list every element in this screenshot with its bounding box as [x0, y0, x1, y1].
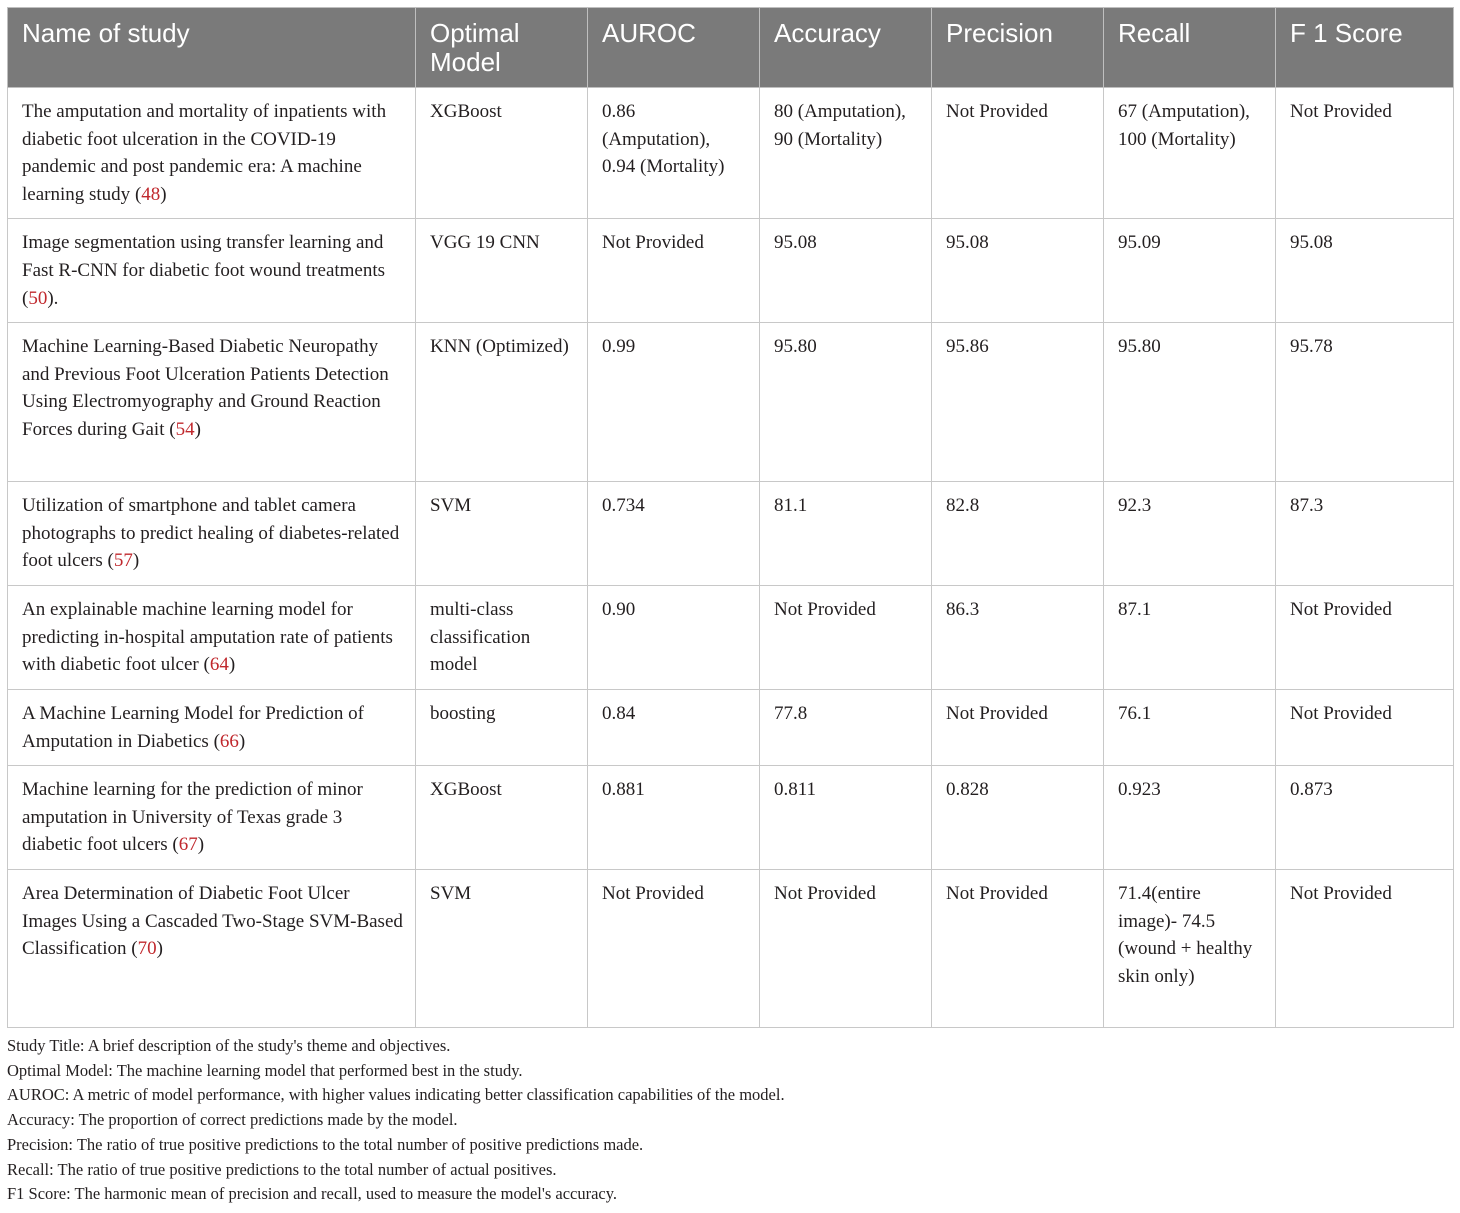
accuracy-cell: 80 (Amputation), 90 (Mortality) — [760, 88, 932, 219]
table-row — [8, 870, 1454, 1028]
precision-cell: 86.3 — [932, 586, 1104, 690]
f1-score-cell: Not Provided — [1276, 88, 1454, 219]
accuracy-cell: 95.08 — [760, 219, 932, 323]
optimal-model-cell: XGBoost — [416, 88, 588, 219]
f1-score-cell: 87.3 — [1276, 482, 1454, 586]
column-header-precision: Precision — [932, 8, 1104, 88]
study-name-cell: Utilization of smartphone and tablet camera photographs to predict healing of diabetes-related foot ulcers (57) — [8, 482, 416, 586]
footnote-f1-score: F1 Score: The harmonic mean of precision and recall, used to measure the model's accuracy. — [7, 1184, 618, 1204]
table-row — [8, 482, 1454, 586]
precision-cell: 0.828 — [932, 766, 1104, 870]
f1-score-cell: 0.873 — [1276, 766, 1454, 870]
optimal-model-cell: SVM — [416, 870, 588, 1028]
study-name-cell: Machine Learning-Based Diabetic Neuropathy and Previous Foot Ulceration Patients Detection Using Electromyography and Ground Reaction Forces during Gait (54) — [8, 323, 416, 482]
reference-link[interactable]: 66 — [219, 730, 239, 752]
study-comparison-table — [7, 7, 1454, 1028]
accuracy-cell: 0.811 — [760, 766, 932, 870]
column-header-auroc: AUROC — [588, 8, 760, 88]
study-name-cell: The amputation and mortality of inpatients with diabetic foot ulceration in the COVID-19 pandemic and post pandemic era: A machine learning study (48) — [8, 88, 416, 219]
f1-score-cell: 95.08 — [1276, 219, 1454, 323]
recall-cell: 71.4(entire image)- 74.5 (wound + healthy skin only) — [1104, 870, 1276, 1028]
table-row — [8, 586, 1454, 690]
f1-score-cell: Not Provided — [1276, 870, 1454, 1028]
auroc-cell: 0.90 — [588, 586, 760, 690]
table-header — [8, 8, 1454, 88]
column-header-optimal-model: Optimal Model — [416, 8, 588, 88]
precision-cell: 95.86 — [932, 323, 1104, 482]
auroc-cell: 0.86 (Amputation), 0.94 (Mortality) — [588, 88, 760, 219]
optimal-model-cell: XGBoost — [416, 766, 588, 870]
reference-link[interactable]: 48 — [141, 183, 161, 205]
study-name-cell: Machine learning for the prediction of minor amputation in University of Texas grade 3 diabetic foot ulcers (67) — [8, 766, 416, 870]
table-row — [8, 219, 1454, 323]
column-header-recall: Recall — [1104, 8, 1276, 88]
study-title: Image segmentation using transfer learning and Fast R-CNN for diabetic foot wound treatments — [22, 232, 386, 281]
reference-link[interactable]: 50 — [28, 287, 48, 309]
table-row — [8, 88, 1454, 219]
study-title: Utilization of smartphone and tablet camera photographs to predict healing of diabetes-related foot ulcers — [22, 495, 400, 572]
optimal-model-cell: boosting — [416, 689, 588, 765]
column-header-study-name: Name of study — [8, 8, 416, 88]
footnote-accuracy: Accuracy: The proportion of correct predictions made by the model. — [7, 1110, 458, 1130]
footnote-recall: Recall: The ratio of true positive predictions to the total number of actual positives. — [7, 1159, 557, 1179]
study-title: An explainable machine learning model for predicting in-hospital amputation rate of patients with diabetic foot ulcer — [22, 599, 393, 676]
column-header-f1-score: F 1 Score — [1276, 8, 1454, 88]
optimal-model-cell: KNN (Optimized) — [416, 323, 588, 482]
footnote-optimal-model: Optimal Model: The machine learning model that performed best in the study. — [7, 1060, 523, 1080]
header-row — [8, 8, 1454, 88]
auroc-cell: 0.881 — [588, 766, 760, 870]
table-body — [8, 88, 1454, 1028]
recall-cell: 95.09 — [1104, 219, 1276, 323]
study-name-cell: Area Determination of Diabetic Foot Ulcer Images Using a Cascaded Two-Stage SVM-Based Classification (70) — [8, 870, 416, 1028]
table-footnotes — [7, 1034, 1453, 1207]
accuracy-cell: Not Provided — [760, 870, 932, 1028]
precision-cell: 82.8 — [932, 482, 1104, 586]
column-header-accuracy: Accuracy — [760, 8, 932, 88]
precision-cell: Not Provided — [932, 870, 1104, 1028]
reference-link[interactable]: 67 — [178, 834, 198, 856]
reference-link[interactable]: 54 — [175, 418, 195, 440]
f1-score-cell: Not Provided — [1276, 689, 1454, 765]
accuracy-cell: 81.1 — [760, 482, 932, 586]
recall-cell: 92.3 — [1104, 482, 1276, 586]
study-title: A Machine Learning Model for Prediction of Amputation in Diabetics — [22, 702, 364, 752]
recall-cell: 67 (Amputation), 100 (Mortality) — [1104, 88, 1276, 219]
precision-cell: Not Provided — [932, 689, 1104, 765]
recall-cell: 95.80 — [1104, 323, 1276, 482]
study-comparison-table-container — [7, 7, 1453, 1028]
recall-cell: 87.1 — [1104, 586, 1276, 690]
accuracy-cell: Not Provided — [760, 586, 932, 690]
study-name-cell: An explainable machine learning model for predicting in-hospital amputation rate of patients with diabetic foot ulcer (64) — [8, 586, 416, 690]
reference-link[interactable]: 70 — [137, 938, 157, 960]
table-row — [8, 323, 1454, 482]
table-row — [8, 766, 1454, 870]
study-name-cell: Image segmentation using transfer learning and Fast R-CNN for diabetic foot wound treatments (50). — [8, 219, 416, 323]
footnote-precision: Precision: The ratio of true positive predictions to the total number of positive predictions made. — [7, 1134, 644, 1154]
auroc-cell: 0.99 — [588, 323, 760, 482]
study-name-cell: A Machine Learning Model for Prediction of Amputation in Diabetics (66) — [8, 689, 416, 765]
optimal-model-cell: VGG 19 CNN — [416, 219, 588, 323]
precision-cell: 95.08 — [932, 219, 1104, 323]
study-title: The amputation and mortality of inpatients with diabetic foot ulceration in the COVID-19 pandemic and post pandemic era: A machine learning study — [22, 101, 387, 205]
reference-link[interactable]: 57 — [113, 550, 133, 572]
footnote-auroc: AUROC: A metric of model performance, with higher values indicating better classification capabilities of the model. — [7, 1085, 785, 1105]
optimal-model-cell: multi-class classification model — [416, 586, 588, 690]
auroc-cell: 0.734 — [588, 482, 760, 586]
study-title: Area Determination of Diabetic Foot Ulcer Images Using a Cascaded Two-Stage SVM-Based Classification — [22, 883, 403, 960]
optimal-model-cell: SVM — [416, 482, 588, 586]
footnote-study-title: Study Title: A brief description of the study's theme and objectives. — [7, 1036, 451, 1055]
accuracy-cell: 95.80 — [760, 323, 932, 482]
accuracy-cell: 77.8 — [760, 689, 932, 765]
study-title: Machine learning for the prediction of minor amputation in University of Texas grade 3 diabetic foot ulcers — [22, 779, 363, 856]
reference-link[interactable]: 64 — [209, 654, 229, 676]
precision-cell: Not Provided — [932, 88, 1104, 219]
f1-score-cell: Not Provided — [1276, 586, 1454, 690]
recall-cell: 76.1 — [1104, 689, 1276, 765]
f1-score-cell: 95.78 — [1276, 323, 1454, 482]
auroc-cell: 0.84 — [588, 689, 760, 765]
table-row — [8, 689, 1454, 765]
study-title: Machine Learning-Based Diabetic Neuropathy and Previous Foot Ulceration Patients Detection Using Electromyography and Ground Reaction Forces during Gait — [22, 336, 389, 440]
title-suffix: . — [53, 287, 59, 309]
auroc-cell: Not Provided — [588, 870, 760, 1028]
recall-cell: 0.923 — [1104, 766, 1276, 870]
auroc-cell: Not Provided — [588, 219, 760, 323]
